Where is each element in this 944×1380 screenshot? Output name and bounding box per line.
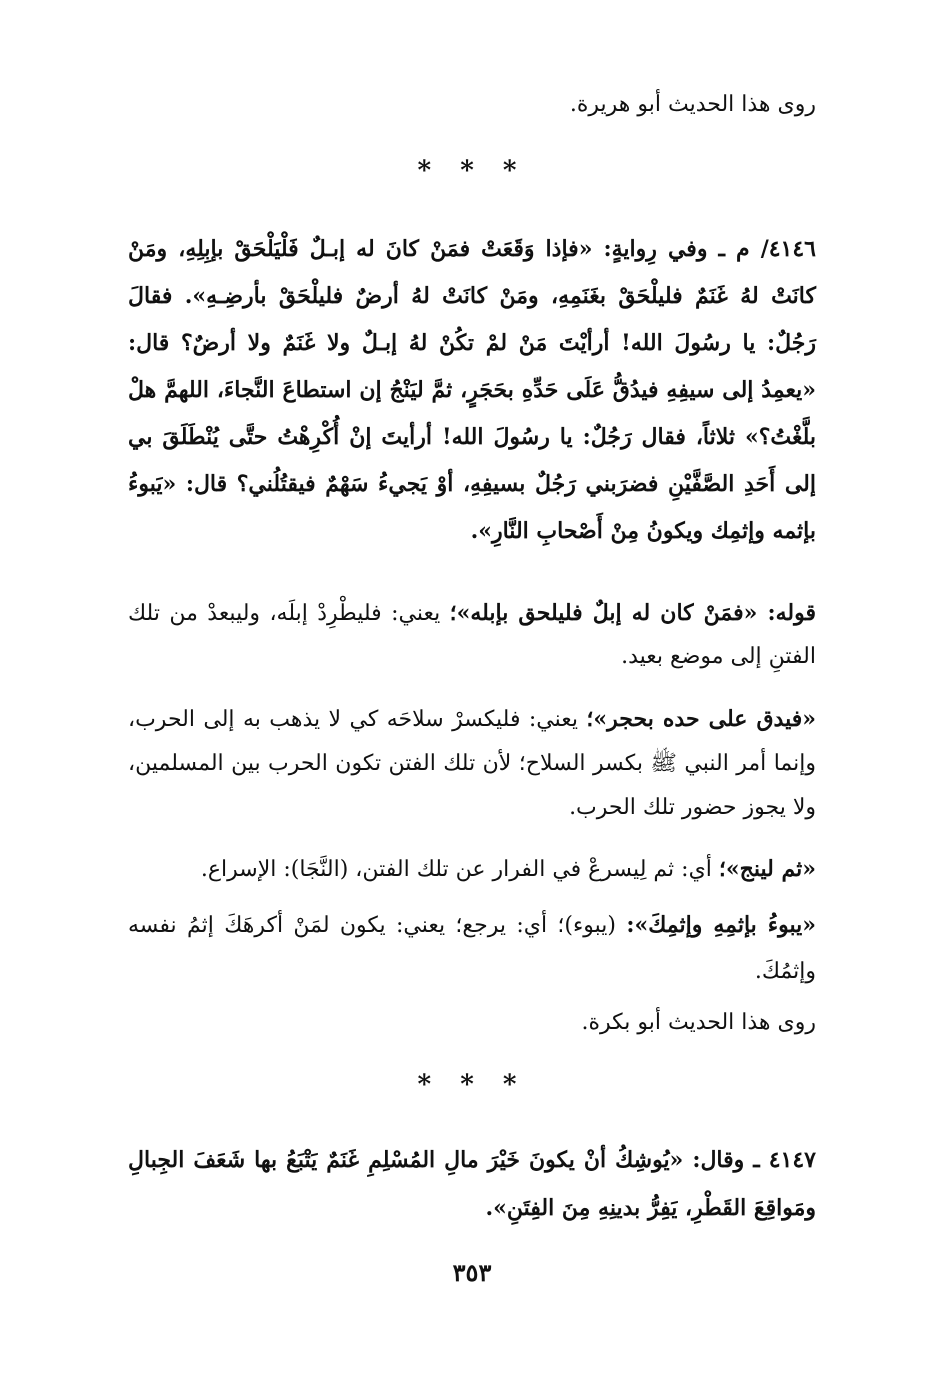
commentary-quote-4: «يبوءُ بإثمِهِ وإثمِكَ»: — [626, 912, 816, 938]
separator-bottom: * * * — [417, 1070, 527, 1100]
commentary-text-4: (يبوء)؛ أي: يرجع؛ يعني: يكون لمَنْ أكرهَكَ إثمُ نفسه وإثمُكَ. — [128, 913, 816, 984]
commentary-quote-3: «ثم لينج»؛ — [718, 856, 816, 882]
hadith-4147: ٤١٤٧ ـ وقال: «يُوشِكُ أنْ يكونَ خَيْرَ مالِ المُسْلِمِ غَنَمٌ يَتْبَعُ بها شَعَفَ الجِبالِ ومَواقِعَ القَطْرِ، يَفِرُّ بدينِهِ مِنَ الفِتَنِ». — [128, 1147, 816, 1221]
separator-top: * * * — [417, 156, 527, 186]
commentary-paragraph-1 — [128, 592, 816, 678]
commentary-text-3: أي: ثم لِيسرعْ في الفرار عن تلك الفتن، (النَّجَا): الإسراع. — [200, 857, 719, 882]
narrator-line-middle: روى هذا الحديث أبو بكرة. — [581, 1010, 816, 1035]
narrator-line-top: روى هذا الحديث أبو هريرة. — [569, 92, 816, 117]
hadith-4146: ٤١٤٦/ م ـ وفي رِوايةٍ: «فإذا وَقَعَتْ فمَنْ كانَ له إبـلٌ فَلْيَلْحَقْ بإبِلِهِ، ومَنْ كانَتْ لهُ غَنَمٌ فليلْحَقْ بغَنَمِهِ، ومَنْ كانَتْ لهُ أرضٌ فليلْحَقْ بأرضِـهِ». فقالَ رَجُلٌ: يا رسُولَ الله! أرأيْتَ مَنْ لمْ تكُنْ لهُ إبـلٌ ولا غَنَمٌ ولا أرضٌ؟ قال: «يعمِدُ إلى سيفِهِ فيدُقُّ عَلَى حَدِّهِ بحَجَرٍ، ثمَّ ليَنْجُ إن استطاعَ النَّجاءَ، اللهمَّ هلْ بلَّغْتُ؟» ثلاثاً، فقال رَجُلٌ: يا رسُولَ الله! أرأيتَ إنْ أُكْرِهْتُ حتَّى يُنْطَلَقَ بي إلى أَحَدِ الصَّفَّيْنِ فضرَبني رَجُلٌ بسيفِهِ، أوْ يَجيءُ سَهْمٌ فيقتُلُني؟ قال: «يَبوءُ بإثمه وإثمِك ويكونُ مِنْ أَصْحابِ النَّارِ». — [128, 236, 816, 544]
commentary-quote-1: قوله: «فمَنْ كان له إبلٌ فليلحق بإبله»؛ — [449, 600, 816, 626]
commentary-paragraph-4 — [128, 902, 816, 995]
commentary-text-1: يعني: فليطْرِدْ إبلَه، وليبعدْ من تلك الفتنِ إلى موضع بعيد. — [128, 601, 816, 669]
page-number: ٣٥٣ — [452, 1258, 492, 1287]
commentary-text-2: يعني: فليكسرْ سلاحَه كي لا يذهب به إلى الحرب، وإنما أمر النبي ﷺ بكسر السلاح؛ لأن تلك الفتن تكون الحرب بين المسلمين، ولا يجوز حضور تلك الحرب. — [128, 707, 816, 820]
commentary-paragraph-2 — [128, 697, 816, 830]
commentary-quote-2: «فيدق على حده بحجر»؛ — [586, 706, 817, 732]
commentary-paragraph-3 — [128, 848, 816, 891]
